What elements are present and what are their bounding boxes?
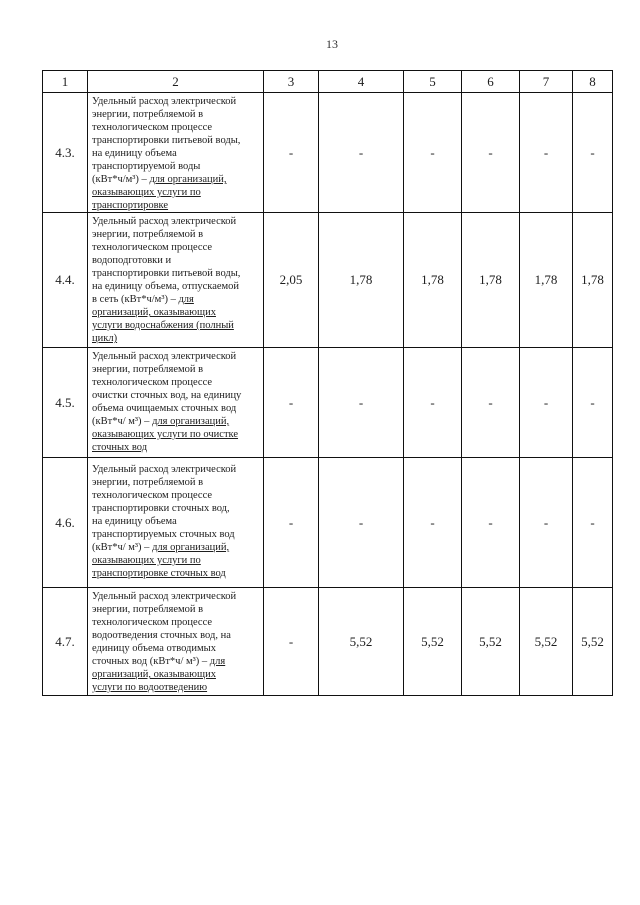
value-cell: - [573,458,613,588]
table-row [43,458,613,588]
value-cell: 5,52 [319,588,404,696]
page-number: 13 [326,37,338,51]
description-underlined-text: для организаций, оказывающих услуги по транспортировке сточных вод [92,542,230,579]
value-cell: - [520,458,573,588]
table-row [43,348,613,458]
description-text: Удельный расход электрической энергии, потребляемой в технологическом процессе водоотведения сточных вод, на единицу объема отводимых сточных вод (кВт*ч/ м³) – [92,591,237,667]
description-cell [88,93,264,213]
column-header: 7 [520,71,573,93]
description-underlined-text: для организаций, оказывающих услуги по водоотведению [92,656,226,693]
description-text: Удельный расход электрической энергии, потребляемой в технологическом процессе очистки сточных вод, на единицу объема очищаемых сточных вод (кВт*ч/ м³) – [92,351,242,427]
value-cell: - [404,348,462,458]
row-number: 4.3. [43,93,88,213]
value-cell: 5,52 [520,588,573,696]
value-cell: - [462,348,520,458]
column-header: 2 [88,71,264,93]
value-cell: - [319,93,404,213]
column-header: 5 [404,71,462,93]
column-header: 1 [43,71,88,93]
value-cell: - [264,348,319,458]
indicators-table [42,70,613,696]
value-cell: - [319,348,404,458]
value-cell: - [573,93,613,213]
table-row [43,213,613,348]
value-cell: 5,52 [573,588,613,696]
table-row [43,588,613,696]
value-cell: - [404,458,462,588]
description-cell [88,458,264,588]
value-cell: 1,78 [404,213,462,348]
description-underlined-text: для организаций, оказывающих услуги по очистке сточных вод [92,416,239,453]
row-number: 4.5. [43,348,88,458]
value-cell: - [520,348,573,458]
description-underlined-text: для организаций, оказывающих услуги водоснабжения (полный цикл) [92,294,234,344]
value-cell: 5,52 [404,588,462,696]
column-header: 8 [573,71,613,93]
value-cell: - [264,588,319,696]
description-underlined-text: для организаций, оказывающих услуги по транспортировке [92,174,227,211]
value-cell: 2,05 [264,213,319,348]
value-cell: 1,78 [319,213,404,348]
value-cell: 1,78 [462,213,520,348]
description-text: Удельный расход электрической энергии, потребляемой в технологическом процессе транспортировки питьевой воды, на единицу объема транспортируемой воды (кВт*ч/м³) – [92,96,241,185]
value-cell: - [573,348,613,458]
column-header: 3 [264,71,319,93]
value-cell: - [462,458,520,588]
column-header: 6 [462,71,520,93]
column-header: 4 [319,71,404,93]
description-text: Удельный расход электрической энергии, потребляемой в технологическом процессе транспортировки сточных вод, на единицу объема транспортируемых сточных вод (кВт*ч/ м³) – [92,464,237,553]
description-cell [88,588,264,696]
value-cell: - [404,93,462,213]
value-cell: - [264,458,319,588]
table-header-row [43,71,613,93]
value-cell: - [319,458,404,588]
value-cell: - [264,93,319,213]
row-number: 4.4. [43,213,88,348]
description-cell [88,348,264,458]
value-cell: - [462,93,520,213]
description-cell [88,213,264,348]
value-cell: 1,78 [573,213,613,348]
row-number: 4.7. [43,588,88,696]
row-number: 4.6. [43,458,88,588]
value-cell: - [520,93,573,213]
description-text: Удельный расход электрической энергии, потребляемой в технологическом процессе водоподготовки и транспортировки питьевой воды, на единицу объема, отпускаемой в сеть (кВт*ч/м³) – [92,216,241,305]
table-row [43,93,613,213]
value-cell: 5,52 [462,588,520,696]
value-cell: 1,78 [520,213,573,348]
